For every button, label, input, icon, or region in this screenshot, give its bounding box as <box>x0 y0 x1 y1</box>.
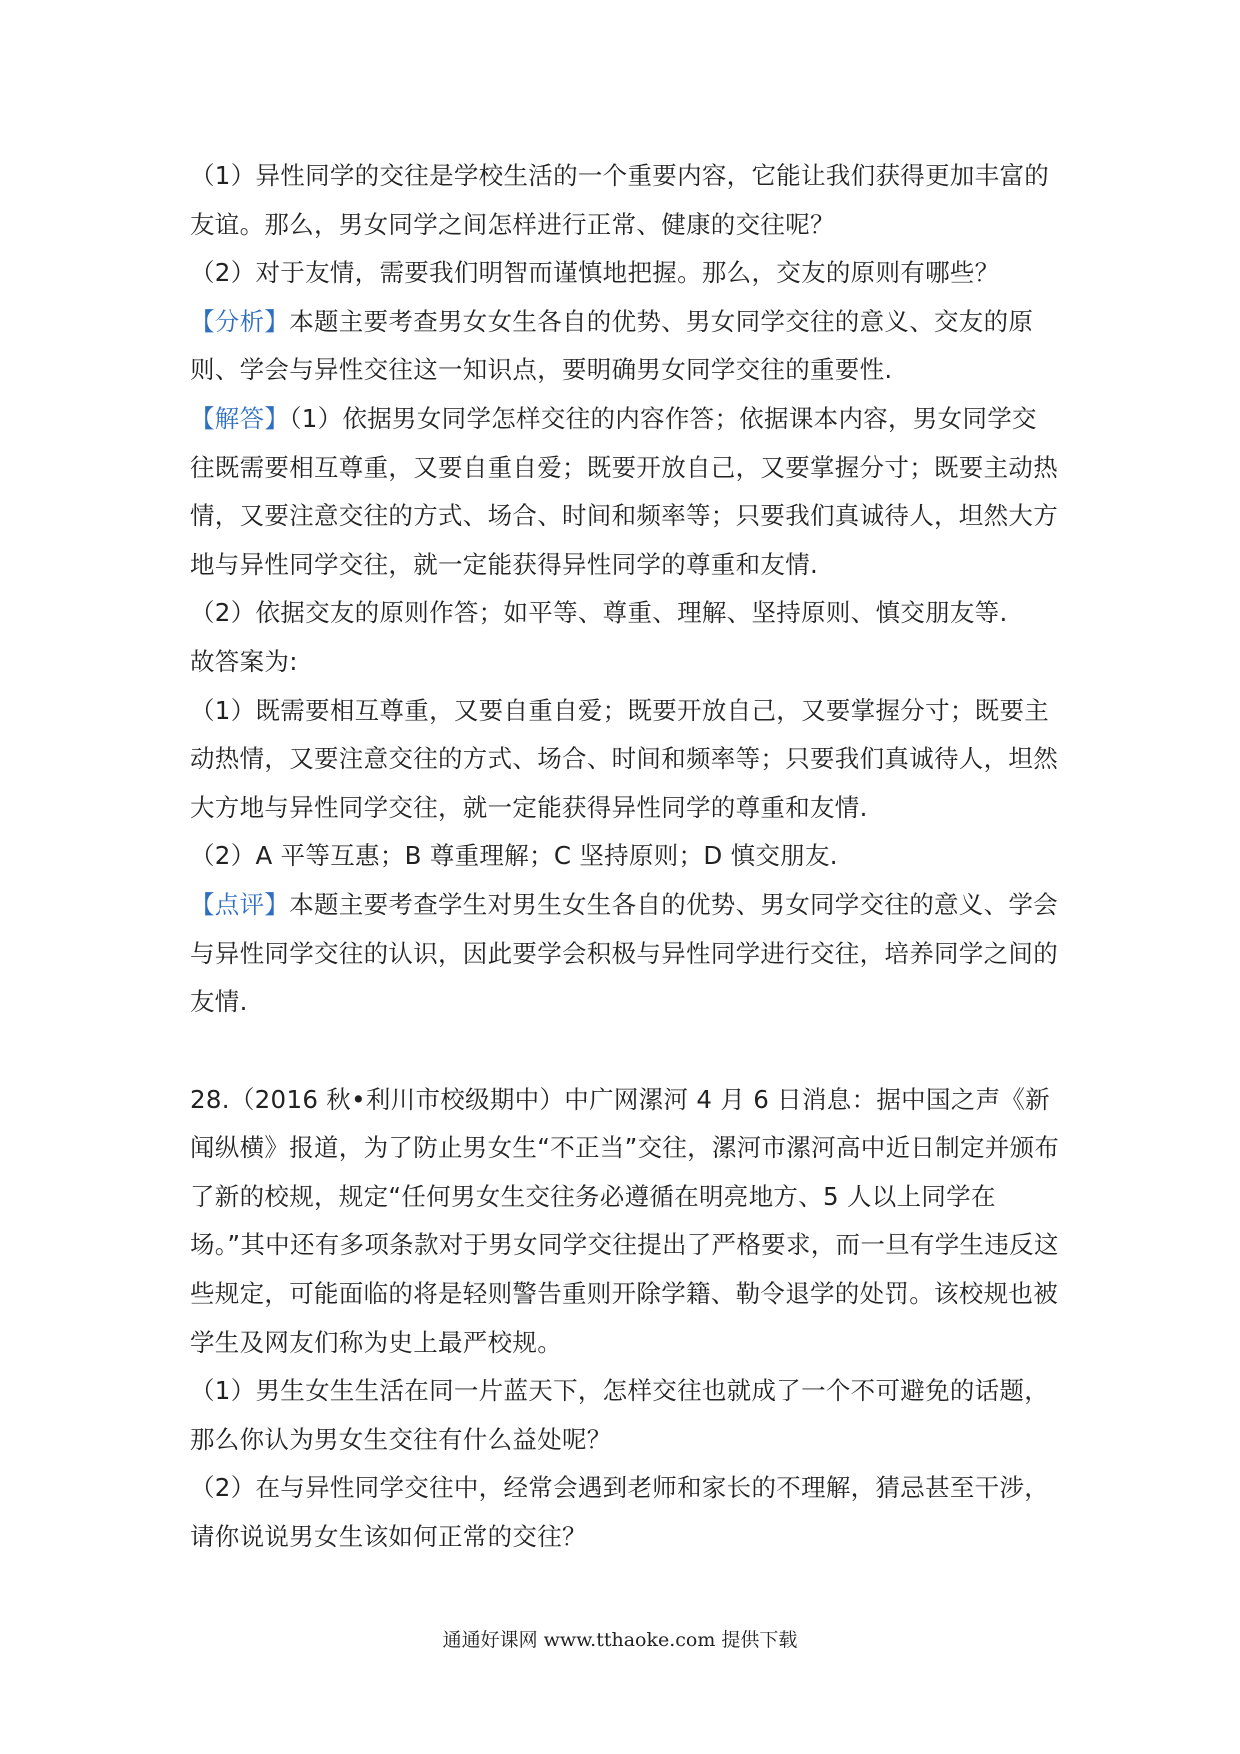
q27-question-2: （2）对于友情，需要我们明智而谨慎地把握。那么，交友的原则有哪些？ <box>190 258 1000 288</box>
page-footer: 通通好课网 www.tthaoke.com 提供下载 <box>442 1629 798 1651</box>
analysis-tag: 【分析】 <box>190 306 290 336</box>
section-gap <box>190 1027 1060 1076</box>
solution-text-1: （1）依据男女同学怎样交往的内容作答；依据课本内容，男女同学交往既需要相互尊重，又要自重自爱；既要开放自己，又要掌握分寸；既要主动热情，又要注意交往的方式、场合、时间和频率等；只要我们真诚待人，坦然大方地与异性同学交往，就一定能获得异性同学的尊重和友情. <box>190 403 1058 579</box>
q27-comment <box>190 881 1060 1027</box>
q28-question-1: （1）男生女生生活在同一片蓝天下，怎样交往也就成了一个不可避免的话题，那么你认为男女生交往有什么益处呢？ <box>190 1376 1050 1454</box>
q27-answer-intro: 故答案为: <box>190 646 298 676</box>
q27-answer-2: （2）A 平等互惠；B 尊重理解；C 坚持原则；D 慎交朋友. <box>190 841 838 871</box>
q27-analysis <box>190 298 1060 395</box>
analysis-text: 本题主要考查男女女生各自的优势、男女同学交往的意义、交友的原则、学会与异性交往这一知识点，要明确男女同学交往的重要性. <box>190 306 1034 385</box>
q27-solution-2: （2）依据交友的原则作答；如平等、尊重、理解、坚持原则、慎交朋友等. <box>190 598 1008 628</box>
comment-tag: 【点评】 <box>190 889 290 919</box>
q27-answer-1: （1）既需要相互尊重，又要自重自爱；既要开放自己，又要掌握分寸；既要主动热情，又要注意交往的方式、场合、时间和频率等；只要我们真诚待人，坦然大方地与异性同学交往，就一定能获得异性同学的尊重和友情. <box>190 695 1058 822</box>
comment-text: 本题主要考查学生对男生女生各自的优势、男女同学交往的意义、学会与异性同学交往的认识，因此要学会积极与异性同学进行交往，培养同学之间的友情. <box>190 889 1058 1017</box>
q28-stem: 28.（2016 秋•利川市校级期中）中广网漯河 4 月 6 日消息：据中国之声《新闻纵横》报道，为了防止男女生“不正当”交往，漯河市漯河高中近日制定并颁布了新的校规，规定“任何男女生交往务必遵循在明亮地方、5 人以上同学在场。”其中还有多项条款对于男女同学交往提出了严格要求，而一旦有学生违反这些规定，可能面临的将是轻则警告重则开除学籍、勒令退学的处罚。该校规也被学生及网友们称为史上最严校规。 <box>190 1084 1060 1357</box>
solution-tag: 【解答】 <box>190 403 290 433</box>
q27-question-1: （1）异性同学的交往是学校生活的一个重要内容，它能让我们获得更加丰富的友谊。那么，男女同学之间怎样进行正常、健康的交往呢？ <box>190 161 1050 239</box>
q28-question-2: （2）在与异性同学交往中，经常会遇到老师和家长的不理解，猜忌甚至干涉，请你说说男女生该如何正常的交往？ <box>190 1473 1050 1552</box>
page-content <box>190 152 1060 1562</box>
q27-solution <box>190 395 1060 589</box>
